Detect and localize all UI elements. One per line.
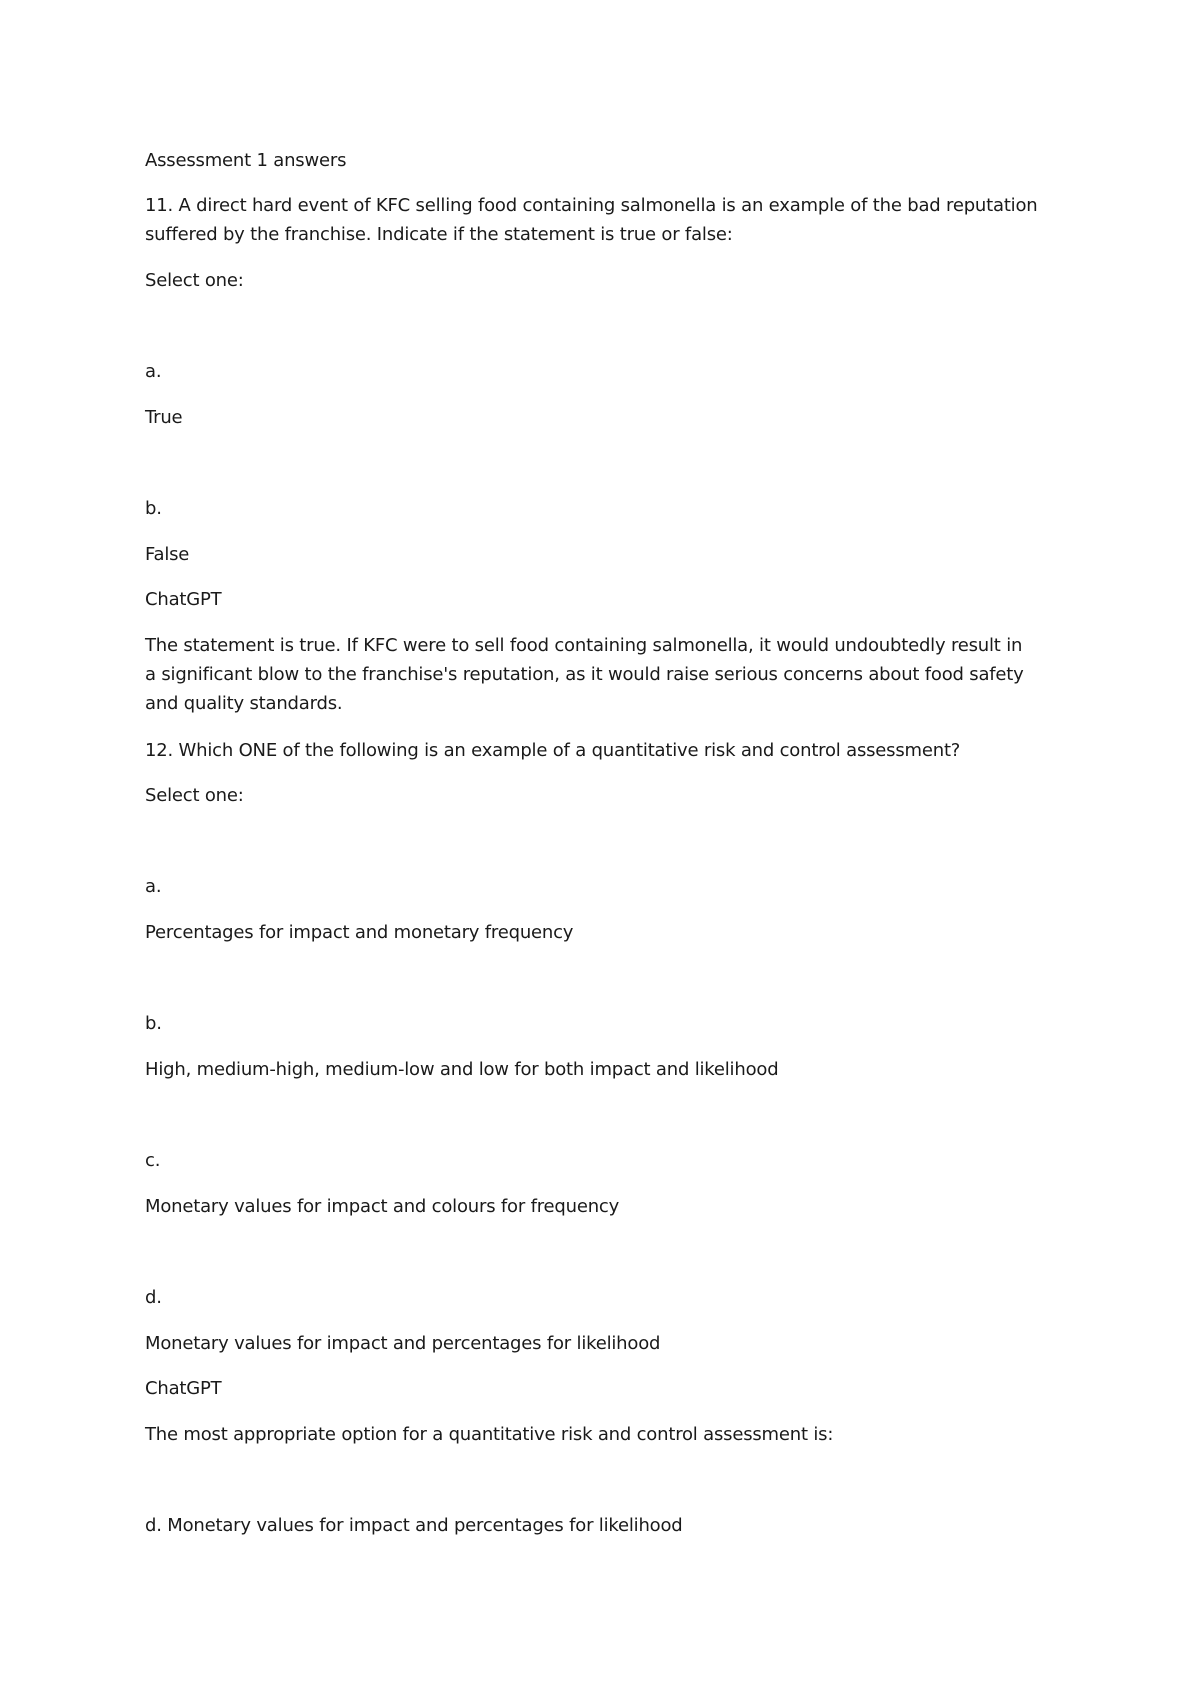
question-11-answer-line-1: The statement is true. If KFC were to sell food containing salmonella, it would undoubtedly result in bbox=[145, 635, 1023, 656]
question-12-option-d-text: Monetary values for impact and percentages for likelihood bbox=[145, 1333, 661, 1354]
document-title: Assessment 1 answers bbox=[145, 150, 347, 171]
question-12-text-line-1: 12. Which ONE of the following is an example of a quantitative risk and control assessment? bbox=[145, 740, 961, 761]
question-12-option-a-letter: a. bbox=[145, 876, 162, 897]
question-12-responder: ChatGPT bbox=[145, 1378, 222, 1399]
question-11-answer-line-3: and quality standards. bbox=[145, 693, 343, 714]
question-11-select-prompt: Select one: bbox=[145, 270, 244, 291]
question-11-responder: ChatGPT bbox=[145, 589, 222, 610]
question-12-option-d-letter: d. bbox=[145, 1287, 162, 1308]
question-12-select-prompt: Select one: bbox=[145, 785, 244, 806]
question-12-option-b-text: High, medium-high, medium-low and low for both impact and likelihood bbox=[145, 1059, 779, 1080]
question-12-option-a-text: Percentages for impact and monetary frequency bbox=[145, 922, 574, 943]
question-12-answer-intro: The most appropriate option for a quantitative risk and control assessment is: bbox=[145, 1424, 834, 1445]
question-11-answer-line-2: a significant blow to the franchise's reputation, as it would raise serious concerns about food safety bbox=[145, 664, 1024, 685]
question-11-option-b-text: False bbox=[145, 544, 190, 565]
question-11-text-line-2: suffered by the franchise. Indicate if the statement is true or false: bbox=[145, 224, 733, 245]
question-11-option-b-letter: b. bbox=[145, 498, 162, 519]
question-11-option-a-text: True bbox=[145, 407, 183, 428]
question-11-text-line-1: 11. A direct hard event of KFC selling food containing salmonella is an example of the bad reputation bbox=[145, 195, 1038, 216]
question-12-answer-choice: d. Monetary values for impact and percentages for likelihood bbox=[145, 1515, 683, 1536]
question-11-option-a-letter: a. bbox=[145, 361, 162, 382]
question-12-option-c-letter: c. bbox=[145, 1150, 161, 1171]
question-12-option-b-letter: b. bbox=[145, 1013, 162, 1034]
question-12-option-c-text: Monetary values for impact and colours for frequency bbox=[145, 1196, 620, 1217]
